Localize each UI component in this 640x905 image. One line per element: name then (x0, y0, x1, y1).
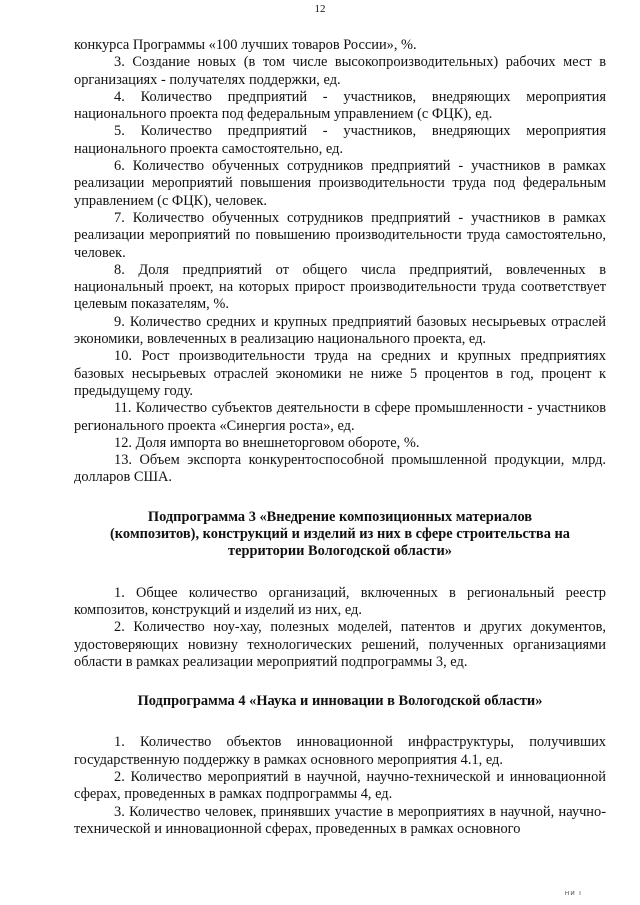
paragraph: 1. Количество объектов инновационной инфраструктуры, получивших государственную поддержку в рамках основного мероприятия 4.1, ед. (74, 734, 606, 768)
paragraph: 9. Количество средних и крупных предприятий базовых несырьевых отраслей экономики, вовлеченных в реализацию национального проекта, ед. (74, 313, 606, 348)
scan-mark: ни ı (564, 889, 582, 897)
page-number: 12 (314, 3, 326, 15)
document-body (74, 37, 606, 838)
subprogram-4-heading: Подпрограмма 4 «Наука и инновации в Вологодской области» (137, 693, 543, 710)
paragraph: 3. Создание новых (в том числе высокопроизводительных) рабочих мест в организациях - получателях поддержки, ед. (74, 54, 606, 88)
paragraph: 13. Объем экспорта конкурентоспособной промышленной продукции, млрд. долларов США. (74, 452, 606, 486)
paragraph: 2. Количество ноу-хау, полезных моделей, патентов и других документов, удостоверяющих новизну технологических решений, полученных организациями области в рамках реализации мероприятий подпрограммы 3, ед. (74, 619, 606, 670)
paragraph: 8. Доля предприятий от общего числа предприятий, вовлеченных в национальный проект, на которых прирост производительности труда соответствует целевым показателям, %. (74, 261, 606, 313)
paragraph: 4. Количество предприятий - участников, внедряющих мероприятия национального проекта под федеральным управлением (с ФЦК), ед. (74, 88, 606, 123)
paragraph: 11. Количество субъектов деятельности в сфере промышленности - участников регионального проекта «Синергия роста», ед. (74, 400, 606, 434)
subprogram-3-heading: Подпрограмма 3 «Внедрение композиционных материалов (композитов), конструкций и изделий из них в сфере строительства на территории Вологодской области» (110, 508, 570, 560)
paragraph: конкурса Программы «100 лучших товаров России», %. (74, 37, 417, 53)
paragraph: 7. Количество обученных сотрудников предприятий - участников в рамках реализации мероприятий по повышению производительности труда самостоятельно, человек. (74, 209, 606, 261)
paragraph: 2. Количество мероприятий в научной, научно-технической и инновационной сферах, проведенных в рамках подпрограммы 4, ед. (74, 768, 606, 803)
paragraph: 10. Рост производительности труда на средних и крупных предприятиях базовых несырьевых отраслей экономики не ниже 5 процентов в год, процент к предыдущему году. (74, 348, 606, 399)
paragraph: 6. Количество обученных сотрудников предприятий - участников в рамках реализации мероприятий повышения производительности труда под федеральным управлением (с ФЦК), человек. (74, 158, 606, 209)
paragraph: 1. Общее количество организаций, включенных в региональный реестр композитов, конструкций и изделий из них, ед. (74, 584, 606, 618)
paragraph: 12. Доля импорта во внешнеторговом обороте, %. (114, 434, 420, 451)
paragraph: 5. Количество предприятий - участников, внедряющих мероприятия национального проекта самостоятельно, ед. (74, 123, 606, 157)
paragraph: 3. Количество человек, принявших участие в мероприятиях в научной, научно-технической и инновационной сферах, проведенных в рамках основного (74, 803, 606, 837)
